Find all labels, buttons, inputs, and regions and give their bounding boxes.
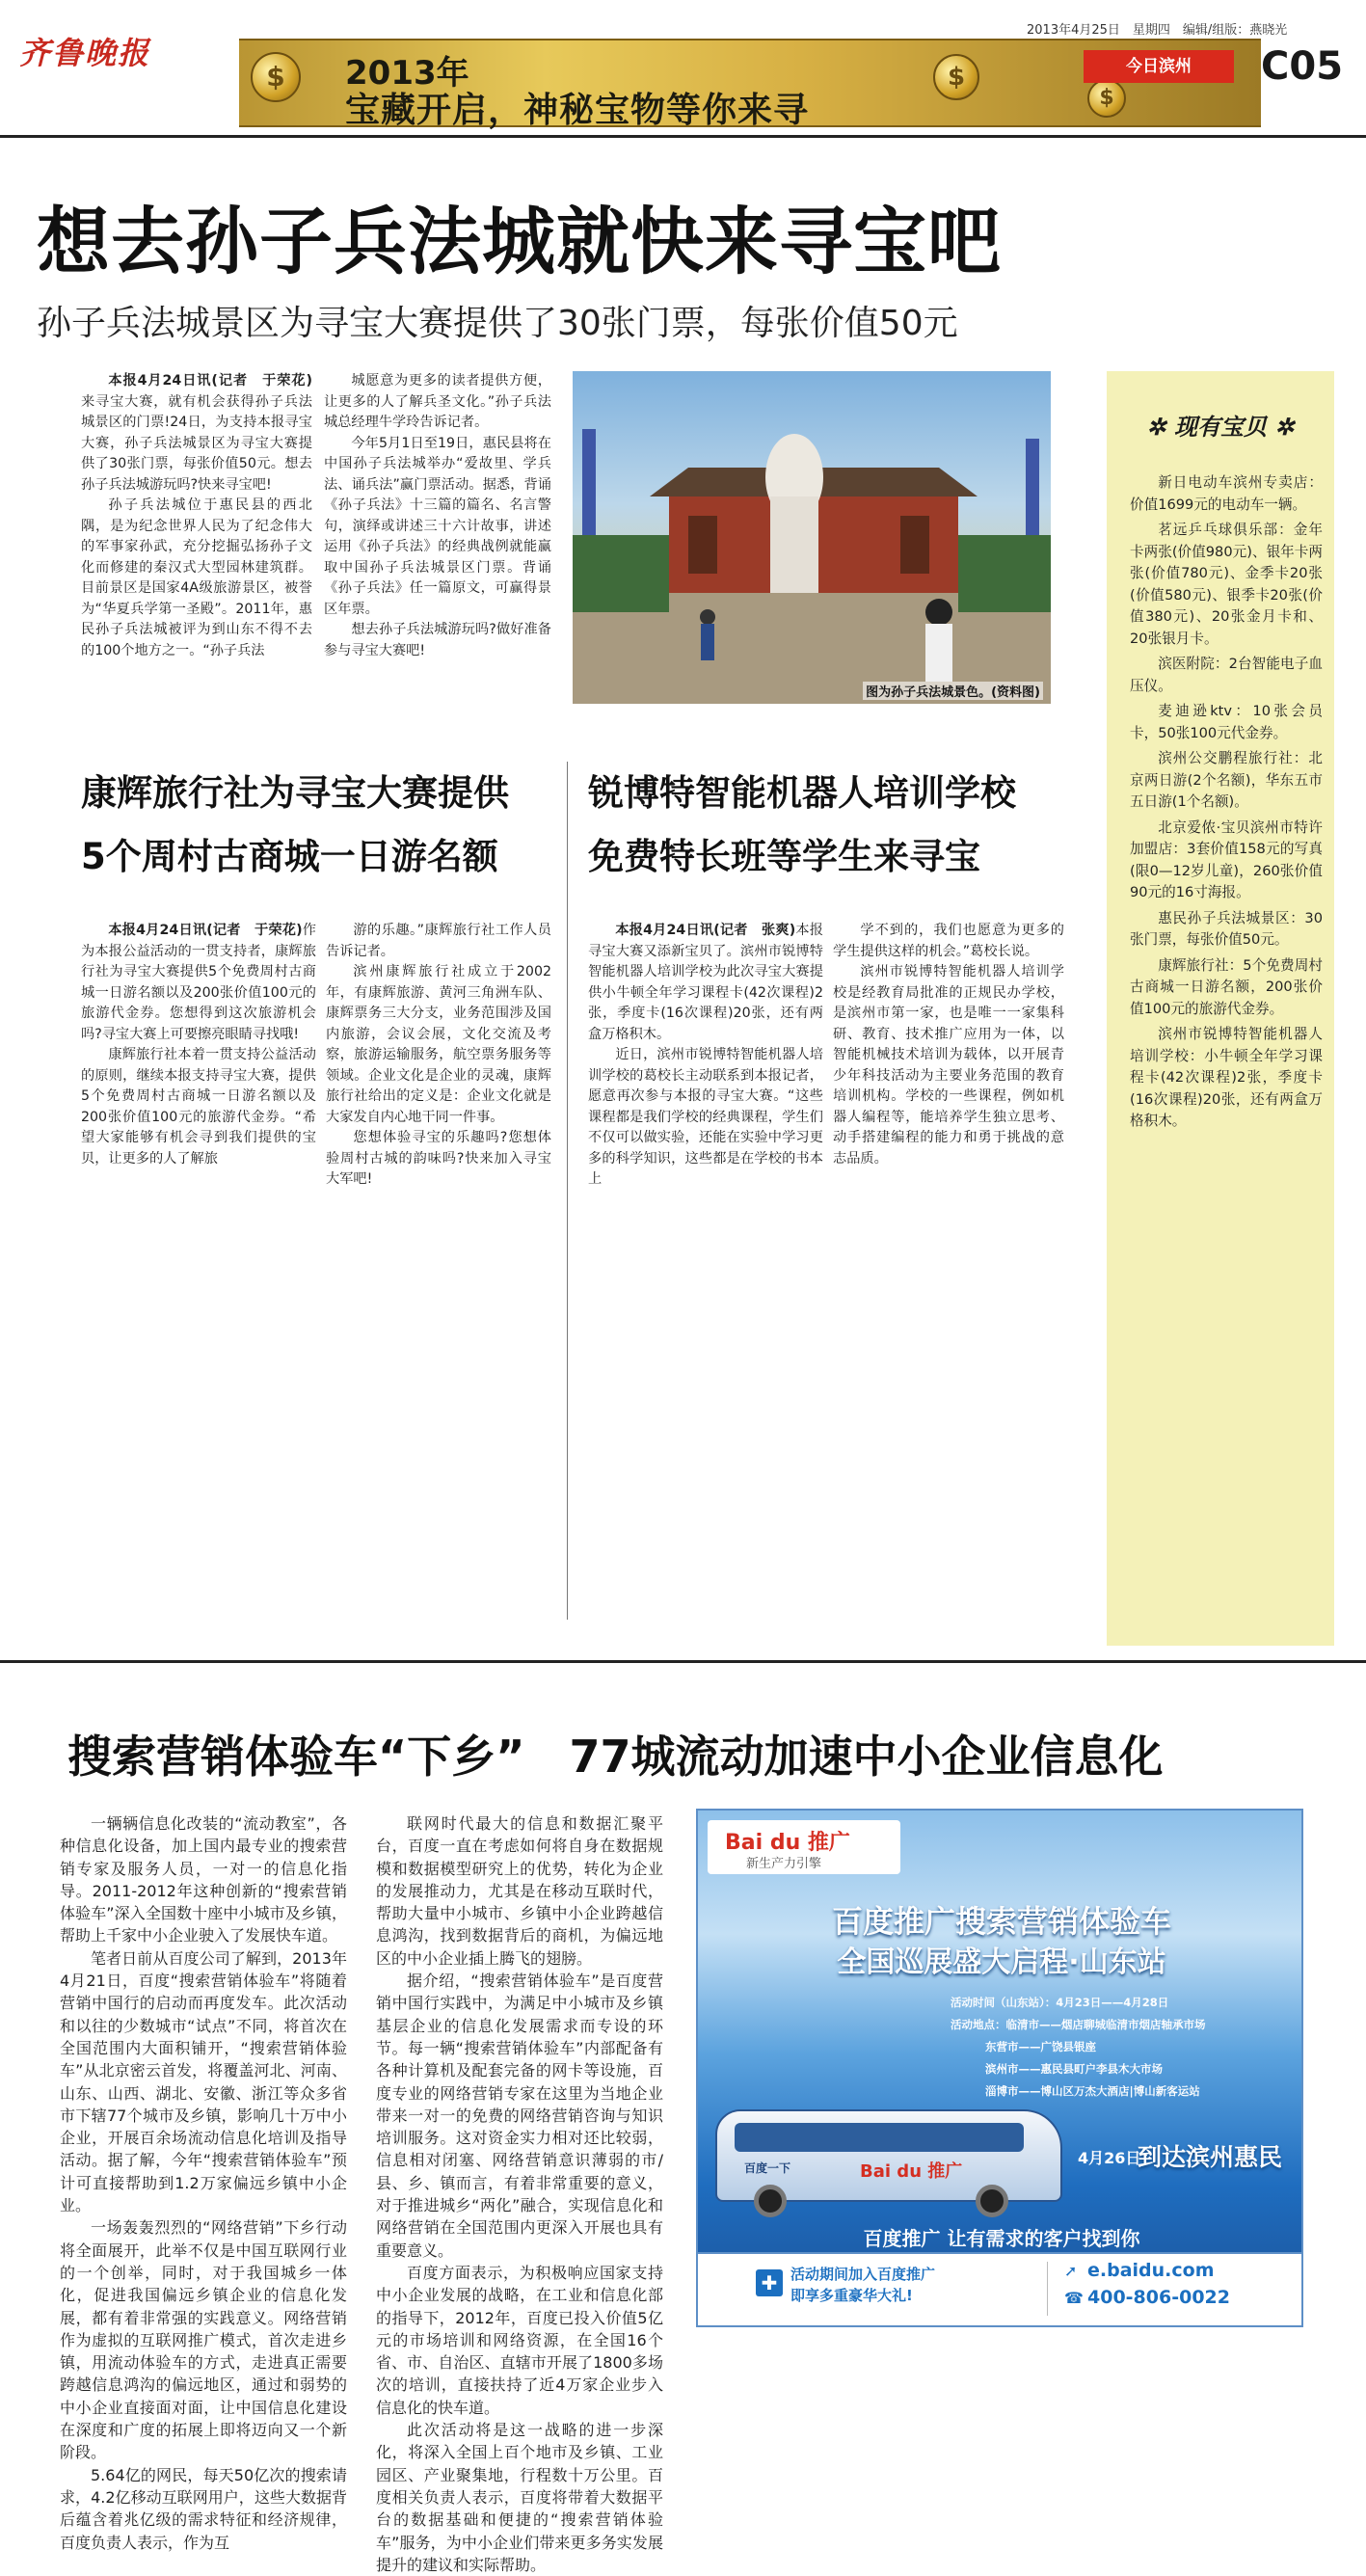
article-paragraph: 此次活动将是这一战略的进一步深化，将深入全国上百个地市及乡镇、工业园区、产业聚集地，行程数十万公里。百度相关负责人表示，百度将带着大数据平台的数据基础和便捷的“搜索营销体验车”服务，为中小企业们带来更多务实发展提升的建议和实际帮助。	[376, 2421, 663, 2574]
schedule-line: 淄博市——博山区万杰大酒店|博山新客运站	[985, 2084, 1200, 2098]
story-headline-line: 免费特长班等学生来寻宝	[588, 836, 980, 877]
article-paragraph: 5.64亿的网民，每天50亿次的搜索请求，4.2亿移动互联网用户，这些大数据背后蕴含着兆亿级的需求特征和经济规律，百度负责人表示，作为互	[60, 2465, 347, 2552]
divider	[1047, 2262, 1048, 2316]
schedule-line: 滨州市——惠民县町户李县木大市场	[985, 2062, 1163, 2076]
scenic-photo-drawing	[573, 371, 1051, 704]
wheel-icon	[754, 2185, 787, 2217]
list-item: 新日电动车滨州专卖店：价值1699元的电动车一辆。	[1130, 474, 1323, 513]
article-paragraph: 游的乐趣。”康辉旅行社工作人员告诉记者。	[326, 923, 551, 959]
baidu-logo-sub: 新生产力引擎	[746, 1857, 822, 1871]
list-item: 康辉旅行社：5个免费周村古商城一日游名额，200张价值100元的旅游代金券。	[1130, 956, 1323, 1017]
list-item: 滨医附院：2台智能电子血压仪。	[1130, 656, 1323, 694]
article-paragraph: 近日，滨州市锐博特智能机器人培训学校的葛校长主动联系到本报记者，愿意再次参与本报的寻宝大赛。“这些课程都是我们学校的经典课程，学生们不仅可以做实验，还能在实验中学习更多的科学知识，这些都是在学校的书本上	[588, 1047, 823, 1187]
ad-footer	[696, 2254, 1303, 2327]
schedule-line: 活动时间（山东站）：4月23日——4月28日	[951, 1996, 1169, 2009]
list-item: 茗远乒乓球俱乐部：金年卡两张(价值980元)、银年卡两张(价值780元)、金季卡20张(价值580元)、银季卡20张(价值380元)、20张金月卡和、20张银月卡。	[1130, 522, 1323, 647]
article-paragraph: 一辆辆信息化改装的“流动教室”，各种信息化设备，加上国内最专业的搜索营销专家及服务人员，一对一的信息化指导。2011-2012年这种创新的“搜索营销体验车”深入全国数十座中小城市及乡镇，帮助上千家中小企业驶入了发展快车道。	[60, 1814, 347, 1945]
ad-schedule	[951, 1992, 1298, 2103]
gift-promo	[790, 2264, 935, 2306]
article-paragraph: 孙子兵法城位于惠民县的西北隅，是为纪念世界人民为了纪念伟大的军事家孙武，充分挖掘弘扬孙子文化而修建的秦汉式大型园林建筑群。目前景区是国家4A级旅游景区，被誉为“华夏兵学第一圣殿”。2011年，惠民孙子兵法城被评为到山东不得不去的100个地方之一。“孙子兵法	[81, 497, 312, 658]
section-tag-label: 今日滨州	[1126, 57, 1192, 76]
story-headline-line: 锐博特智能机器人培训学校	[588, 772, 1016, 814]
article-lead: 本报4月24日讯(记者 于荣花)	[108, 923, 303, 938]
article-paragraph: 康辉旅行社本着一贯支持公益活动的原则，继续本报支持寻宝大赛，提供5个免费周村古商城一日游名额以及200张价值100元的旅游代金券。“希望大家能够有机会寻到我们提供的宝贝，让更多的人了解旅	[81, 1047, 316, 1167]
article-paragraph: 作为本报公益活动的一贯支持者，康辉旅行社为寻宝大赛提供5个免费周村古商城一日游名额以及200张价值100元的旅游代金券。您想得到这次旅游机会吗?寻宝大赛上可要擦亮眼睛寻找哦!	[81, 923, 316, 1042]
schedule-line: 东营市——广饶县银座	[985, 2040, 1096, 2053]
list-item: 北京爱侬·宝贝滨州市特许加盟店：3套价值158元的写真(限0—12岁儿童)，260张价值90元的16寸海报。	[1130, 818, 1323, 900]
baidu-logo-text: Bai du 推广	[725, 1831, 850, 1855]
coin-icon: $	[933, 54, 979, 100]
photo-caption: 图为孙子兵法城景色。(资料图)	[863, 682, 1043, 700]
sidebar-title	[1118, 408, 1323, 442]
story-headline	[588, 762, 1016, 889]
article-column	[833, 921, 1064, 1620]
gift-promo-line: 活动期间加入百度推广	[790, 2266, 936, 2283]
bus-logo: Bai du 推广	[860, 2161, 963, 2182]
article-paragraph: 来寻宝大赛，就有机会获得孙子兵法城景区的门票!24日，为支持本报寻宝大赛，孙子兵法城景区为寻宝大赛提供了30张门票，每张价值50元。想去孙子兵法城游玩吗?快来寻宝吧!	[81, 393, 312, 493]
coin-icon: $	[1087, 79, 1126, 118]
section-tag	[1084, 50, 1234, 83]
article-column	[81, 371, 312, 699]
article-paragraph: 本报寻宝大赛又添新宝贝了。滨州市锐博特智能机器人培训学校为此次寻宝大赛提供小牛顿全年学习课程卡(42次课程)2张，季度卡(16次课程)20张，还有两盒万格积木。	[588, 923, 823, 1042]
article-paragraph: 想去孙子兵法城游玩吗?做好准备参与寻宝大赛吧!	[324, 622, 551, 658]
ad-title-2: 全国巡展盛大启程·山东站	[837, 1945, 1166, 1979]
article-paragraph: 百度方面表示，为积极响应国家支持中小企业发展的战略，在工业和信息化部的指导下，2012年，百度已投入价值5亿元的市场培训和网络资源，在全国16个省、市、自治区、直辖市开展了1800多场次的培训，直接扶持了近4万家企业步入信息化的快车道。	[376, 2263, 663, 2417]
ad-title-1: 百度推广搜索营销体验车	[831, 1903, 1171, 1940]
story-headline	[81, 762, 509, 889]
flower-icon: ✲	[1274, 413, 1295, 441]
gift-promo-line: 即享多重豪华大礼!	[790, 2287, 913, 2304]
arrival-date: 4月26日	[1078, 2149, 1141, 2167]
article-paragraph: 今年5月1日至19日，惠民县将在中国孙子兵法城举办“爱故里、学兵法、诵兵法”赢门票活动。据悉，背诵《孙子兵法》十三篇的篇名、名言警句，演绎或讲述三十六计故事，讲述运用《孙子兵法》的经典战例就能赢取中国孙子兵法城景区门票。背诵《孙子兵法》任一篇原文，可赢得景区年票。	[324, 435, 551, 617]
list-item: 滨州公交鹏程旅行社：北京两日游(2个名额)，华东五市五日游(1个名额)。	[1130, 750, 1323, 810]
flower-icon: ✲	[1146, 413, 1166, 441]
bottom-headline: 搜索营销体验车“下乡” 77城流动加速中小企业信息化	[67, 1731, 1164, 1783]
article-lead: 本报4月24日讯(记者 张爽)	[615, 923, 796, 938]
article-paragraph: 据介绍，“搜索营销体验车”是百度营销中国行实践中，为满足中小城市及乡镇基层企业的信息化发展需求而专设的环节。每一辆“搜索营销体验车”内部配备有各种计算机及配套完备的网卡等设施，百度专业的网络营销专家在这里为当地企业带来一对一的免费的网络营销咨询与知识培训服务。这对资金实力相对还比较弱，信息相对闭塞、网络营销意识薄弱的市/县、乡、镇而言，有着非常重要的意义，对于推进城乡“两化”融合，实现信息化和网络营销在全国范围内更深入开展也具有重要意义。	[376, 1972, 663, 2260]
article-column	[324, 371, 551, 699]
article-column	[376, 1812, 663, 2574]
banner-line2: 宝藏开启，神秘宝物等你来寻	[345, 91, 810, 130]
article-paragraph: 联网时代最大的信息和数据汇聚平台，百度一直在考虑如何将自身在数据规模和数据模型研究上的优势，转化为企业的发展推动力，尤其是在移动互联时代，帮助大量中小城市、乡镇中小企业跨越信息鸿沟，找到数据背后的商机，为偏远地区的中小企业插上腾飞的翅膀。	[376, 1814, 663, 1968]
article-paragraph: 一场轰轰烈烈的“网络营销”下乡行动将全面展开，此举不仅是中国互联网行业的一个创举，同时，对于我国城乡一体化，促进我国偏远乡镇企业的信息化发展，都有着非常强的实践意义。网络营销作为虚拟的互联网推广模式，首次走进乡镇，用流动体验车的方式，走进真正需要跨越信息鸿沟的偏远地区，通过和弱势的中小企业直接面对面，让中国信息化建设在深度和广度的拓展上即将迈向又一个新阶段。	[60, 2218, 347, 2462]
wheel-icon	[976, 2185, 1008, 2217]
baidu-logo	[708, 1820, 900, 1874]
cursor-icon: ➚	[1064, 2262, 1078, 2280]
masthead	[0, 0, 1366, 135]
story-headline-line: 康辉旅行社为寻宝大赛提供	[81, 772, 509, 814]
ad-website[interactable]: e.baidu.com	[1087, 2260, 1215, 2281]
article-paragraph: 城愿意为更多的读者提供方便，让更多的人了解兵圣文化。”孙子兵法城总经理牛学玲告诉记者。	[324, 373, 551, 430]
article-paragraph: 您想体验寻宝的乐趣吗?您想体验周村古城的韵味吗?快来加入寻宝大军吧!	[326, 1130, 551, 1187]
divider	[0, 1660, 1366, 1663]
article-column	[326, 921, 551, 1620]
banner-line1: 2013年	[345, 54, 469, 93]
article-column	[60, 1812, 347, 2552]
article-column	[81, 921, 316, 1620]
baidu-ad[interactable]	[696, 1809, 1303, 2254]
article-paragraph: 学不到的，我们也愿意为更多的学生提供这样的机会。”葛校长说。	[833, 923, 1064, 959]
ad-slogan: 百度推广 让有需求的客户找到你	[863, 2227, 1140, 2250]
arrival-text: 到达滨州惠民	[1138, 2143, 1283, 2171]
divider	[567, 762, 568, 1620]
page-title: 想去孙子兵法城就快来寻宝吧	[37, 199, 1002, 284]
article-paragraph: 滨州康辉旅行社成立于2002年，有康辉旅游、黄河三角洲车队、康辉票务三大分支，业务范围涉及国内旅游，会议会展，文化交流及考察，旅游运输服务，航空票务服务等领域。企业文化是企业的灵魂，康辉旅行社给出的定义是：企业文化就是大家发自内心地干同一件事。	[326, 964, 551, 1125]
scenic-photo	[573, 371, 1051, 704]
bus-side-label: 百度一下	[744, 2161, 791, 2175]
divider	[0, 135, 1366, 138]
list-item: 滨州市锐博特智能机器人培训学校：小牛顿全年学习课程卡(42次课程)2张，季度卡(16次课程)20张，还有两盒万格积木。	[1130, 1026, 1323, 1129]
list-item: 麦迪逊ktv：10张会员卡，50张100元代金券。	[1130, 703, 1323, 741]
sidebar-title-text: 现有宝贝	[1174, 413, 1267, 441]
article-paragraph: 笔者日前从百度公司了解到，2013年4月21日，百度“搜索营销体验车”将随着营销中国行的启动而再度发车。此次活动和以往的少数城市“试点”不同，将首次在全国范围内大面积铺开，“搜索营销体验车”从北京密云首发，将覆盖河北、河南、山东、山西、湖北、安徽、浙江等众多省市下辖77个城市及乡镇，影响几十万中小企业，开展百余场流动信息化培训及指导活动。据了解，今年“搜索营销体验车”预计可直接帮助到1.2万家偏远乡镇中小企业。	[60, 1948, 347, 2215]
ad-phone[interactable]: 400-806-0022	[1087, 2287, 1230, 2308]
article-column	[588, 921, 823, 1620]
schedule-line: 活动地点：临清市——烟店聊城临清市烟店轴承市场	[951, 2018, 1206, 2031]
coin-icon: $	[251, 52, 301, 102]
list-item: 惠民孙子兵法城景区：30张门票，每张价值50元。	[1130, 909, 1323, 948]
page-subtitle: 孙子兵法城景区为寻宝大赛提供了30张门票，每张价值50元	[37, 304, 958, 343]
bus-illustration	[715, 2100, 1062, 2221]
article-paragraph: 滨州市锐博特智能机器人培训学校是经教育局批准的正规民办学校，是滨州市第一家，也是唯一一家集科研、教育、技术推广应用为一体，以智能机械技术培训为载体，以开展青少年科技活动为主要业务范围的教育培训机构。学校的一些课程，例如机器人编程等，能培养学生独立思考、动手搭建编程的能力和勇于挑战的意志品质。	[833, 964, 1064, 1167]
paper-logo: 齐鲁晚报	[19, 35, 151, 71]
page-code: C05	[1261, 44, 1344, 89]
phone-icon: ☎	[1064, 2289, 1084, 2307]
sidebar-list	[1130, 472, 1323, 1137]
date-line: 2013年4月25日 星期四 编辑/组版：燕晓光	[1027, 23, 1288, 38]
story-headline-line: 5个周村古商城一日游名额	[81, 836, 498, 877]
article-lead: 本报4月24日讯(记者 于荣花)	[108, 373, 312, 389]
gift-icon: ✚	[756, 2269, 783, 2296]
